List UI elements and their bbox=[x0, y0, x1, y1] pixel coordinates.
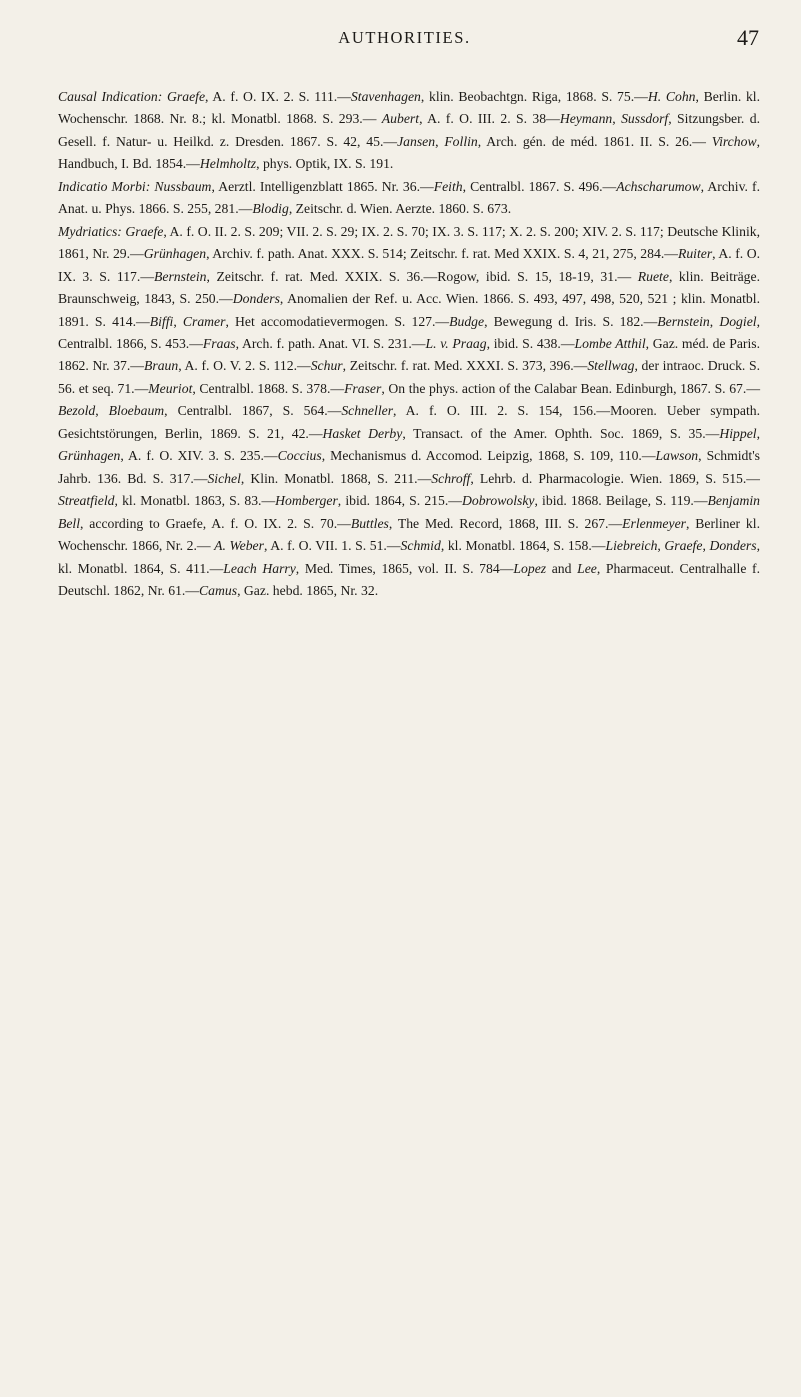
citation-text: , A. f. O. VII. 1. S. 51.— bbox=[263, 538, 401, 554]
author-name: Grünhagen bbox=[58, 448, 121, 464]
citation-text: , Bewegung d. Iris. S. 182.— bbox=[484, 313, 658, 329]
running-head bbox=[50, 23, 759, 53]
citation-text: , Centralbl. 1866, S. 453.— bbox=[58, 313, 760, 351]
author-name: L. v. Praag bbox=[425, 335, 487, 351]
citation-text: , A. f. O. IX. 3. S. 117.— bbox=[58, 246, 760, 284]
citation-text: , bbox=[709, 313, 720, 329]
author-name: Meuriot bbox=[148, 380, 193, 396]
section-heading: Causal Indication: bbox=[58, 89, 163, 104]
citation-text: , Aerztl. Intelligenzblatt 1865. Nr. 36.— bbox=[211, 178, 434, 194]
citation-text: , klin. Beiträge. Braunschweig, 1843, S. 250.— bbox=[58, 268, 761, 307]
paragraph-indicatio-morbi bbox=[58, 176, 760, 221]
author-name: Bernstein bbox=[154, 268, 207, 284]
author-name: Dogiel bbox=[719, 313, 757, 329]
citation-text: , bbox=[612, 111, 622, 127]
citation-text: , kl. Monatbl. 1863, S. 83.— bbox=[114, 493, 276, 509]
citation-text: , ibid. 1864, S. 215.— bbox=[337, 493, 462, 509]
citation-text: , Med. Times, 1865, vol. II. S. 784— bbox=[295, 560, 514, 576]
author-name: Erlenmeyer bbox=[622, 515, 686, 531]
citation-text: , The Med. Record, 1868, III. S. 267.— bbox=[388, 515, 623, 531]
author-name: Bloebaum bbox=[108, 403, 165, 419]
citation-text: , Gaz. hebd. 1865, Nr. 32. bbox=[237, 582, 379, 598]
citation-text: , Transact. of the Amer. Ophth. Soc. 1869, S. 35.— bbox=[402, 425, 720, 441]
citation-text: , A. f. O. V. 2. S. 112.— bbox=[178, 358, 311, 374]
author-name: Sichel bbox=[207, 470, 241, 486]
author-name: Dobrowolsky bbox=[461, 493, 535, 509]
paragraph-mydriatics bbox=[58, 221, 760, 603]
citation-text: , A. f. O. XIV. 3. S. 235.— bbox=[120, 448, 278, 464]
citation-text: , phys. Optik, IX. S. 191. bbox=[256, 156, 394, 172]
author-name: Achscharumow bbox=[616, 178, 701, 194]
citation-text: , bbox=[756, 425, 761, 441]
author-name: H. Cohn bbox=[647, 89, 696, 104]
citation-text: , Mechanismus d. Accomod. Leipzig, 1868, S. 109, 110.— bbox=[321, 448, 656, 464]
author-name: Coccius bbox=[277, 448, 322, 464]
author-name: Leach Harry bbox=[223, 560, 296, 576]
citation-text: , Anomalien der Ref. u. Acc. Wien. 1866. S. 493, 497, 498, 520, 521 ; klin. Monatbl. 1891. S. 414.— bbox=[58, 291, 760, 329]
reference-list bbox=[58, 179, 760, 216]
citation-text: , bbox=[173, 313, 183, 329]
citation-text: , A. f. O. II. 2. S. 209; VII. 2. S. 29; IX. 2. S. 70; IX. 3. S. 117; X. 2. S. 200; XIV. 2. S. 117; Deutsche Klinik, 1861, Nr. 29.— bbox=[58, 223, 761, 262]
citation-text: , Zeitschr. f. rat. Med. XXIX. S. 36.—Rogow, ibid. S. 15, 18-19, 31.— bbox=[206, 268, 638, 284]
author-name: Grünhagen bbox=[143, 246, 207, 262]
citation-text: , On the phys. action of the Calabar Bean. Edinburgh, 1867. S. 67.— bbox=[381, 380, 761, 396]
author-name: Buttles bbox=[350, 515, 389, 531]
author-name: Aubert bbox=[381, 111, 420, 127]
author-name: Donders bbox=[709, 538, 757, 554]
citation-text: , Gaz. méd. de Paris. 1862. Nr. 37.— bbox=[58, 335, 761, 374]
citation-text: , bbox=[435, 133, 445, 149]
reference-list bbox=[58, 224, 760, 598]
section-heading: Mydriatics: bbox=[58, 223, 122, 239]
author-name: Hippel bbox=[719, 425, 757, 441]
author-name: Benjamin Bell bbox=[58, 493, 761, 531]
author-name: Lombe Atthil bbox=[574, 335, 646, 351]
author-name: Stellwag bbox=[587, 358, 635, 374]
author-name: Follin bbox=[444, 133, 478, 149]
author-name: Jansen bbox=[397, 133, 436, 149]
citation-text: , A. f. O. III. 2. S. 38— bbox=[419, 111, 560, 127]
author-name: Sussdorf bbox=[621, 111, 669, 127]
citation-text: , A. f. O. IX. 2. S. 111.— bbox=[205, 89, 351, 104]
citation-text: , der intraoc. Druck. S. 56. et seq. 71.— bbox=[58, 358, 761, 396]
author-name: Schroff bbox=[431, 470, 471, 486]
author-name: Bernstein bbox=[657, 313, 710, 329]
citation-text: , Archiv. f. Anat. u. Phys. 1866. S. 255, 281.— bbox=[58, 178, 761, 217]
citation-text: , bbox=[702, 538, 710, 554]
citation-text: , kl. Monatbl. 1864, S. 411.— bbox=[58, 538, 761, 576]
citation-text: , Centralbl. 1867, S. 564.— bbox=[164, 403, 342, 419]
citation-text: and bbox=[546, 560, 578, 576]
author-name: Cramer bbox=[182, 313, 226, 329]
author-name: Schur bbox=[310, 358, 343, 374]
author-name: Graefe bbox=[664, 538, 703, 554]
author-name: Camus bbox=[199, 582, 238, 598]
author-name: Liebreich bbox=[605, 538, 658, 554]
citation-text: , Handbuch, I. Bd. 1854.— bbox=[58, 133, 760, 172]
author-name: Helmholtz bbox=[199, 156, 257, 172]
citation-text: , ibid. 1868. Beilage, S. 119.— bbox=[534, 493, 708, 509]
author-name: Lee bbox=[577, 560, 597, 576]
author-name: Bezold bbox=[58, 403, 96, 419]
author-name: Homberger bbox=[275, 493, 338, 509]
author-name: Lopez bbox=[513, 560, 547, 576]
author-name: Heymann bbox=[559, 111, 613, 127]
running-title: AUTHORITIES. bbox=[338, 28, 471, 47]
citation-text: , Het accomodatievermogen. S. 127.— bbox=[225, 313, 450, 329]
author-name: A. Weber bbox=[214, 538, 264, 554]
citation-text: , Sitzungsber. d. Gesell. f. Natur- u. Heilkd. z. Dresden. 1867. S. 42, 45.— bbox=[58, 111, 761, 149]
citation-text: , Arch. gén. de méd. 1861. II. S. 26.— bbox=[477, 133, 712, 149]
author-name: Biffi bbox=[149, 313, 174, 329]
author-name: Schmid bbox=[400, 538, 441, 554]
citation-text: , Archiv. f. path. Anat. XXX. S. 514; Zeitschr. f. rat. Med XXIX. S. 4, 21, 275, 284.— bbox=[206, 246, 678, 262]
citation-text: , Pharmaceut. Centralhalle f. Deutschl. 1862, Nr. 61.— bbox=[58, 560, 760, 598]
author-name: Fraas bbox=[202, 335, 236, 351]
page-number: 47 bbox=[737, 25, 759, 50]
citation-text: , Arch. f. path. Anat. VI. S. 231.— bbox=[235, 335, 426, 351]
citation-text: , Klin. Monatbl. 1868, S. 211.— bbox=[240, 470, 432, 486]
author-name: Stavenhagen bbox=[350, 89, 421, 104]
author-name: Graefe bbox=[125, 223, 164, 239]
citation-text: , Zeitschr. d. Wien. Aerzte. 1860. S. 673. bbox=[288, 201, 512, 217]
citation-text: , Berliner kl. Wochenschr. 1866, Nr. 2.— bbox=[58, 515, 760, 554]
author-name: Ruiter bbox=[677, 246, 713, 262]
citation-text: , Berlin. kl. Wochenschr. 1868. Nr. 8.; kl. Monatbl. 1868. S. 293.— bbox=[58, 89, 761, 127]
author-name: Hasket Derby bbox=[322, 425, 403, 441]
citation-text: , Centralbl. 1867. S. 496.— bbox=[462, 178, 617, 194]
citation-text: , kl. Monatbl. 1864, S. 158.— bbox=[440, 538, 606, 554]
author-name: Virchow bbox=[711, 133, 757, 149]
author-name: Fraser bbox=[344, 380, 382, 396]
author-name: Blodig bbox=[252, 201, 289, 217]
author-name: Schneller bbox=[341, 403, 394, 419]
author-name: Donders bbox=[232, 291, 280, 307]
citation-text: , Schmidt's Jahrb. 136. Bd. S. 317.— bbox=[58, 448, 760, 486]
author-name: Graefe bbox=[167, 89, 206, 104]
citation-text: , Lehrb. d. Pharmacologie. Wien. 1869, S. 515.— bbox=[470, 470, 760, 486]
citation-text: , klin. Beobachtgn. Riga, 1868. S. 75.— bbox=[420, 89, 648, 104]
citation-text: , Centralbl. 1868. S. 378.— bbox=[192, 380, 345, 396]
reference-list bbox=[58, 89, 760, 171]
author-name: Lawson bbox=[655, 448, 699, 464]
author-name: Nussbaum bbox=[154, 178, 212, 194]
citation-text: , bbox=[95, 403, 109, 419]
author-name: Streatfield bbox=[58, 493, 115, 509]
citation-text: , Zeitschr. f. rat. Med. XXXI. S. 373, 396.— bbox=[342, 358, 588, 374]
author-name: Ruete bbox=[637, 268, 669, 284]
citation-text: , according to Graefe, A. f. O. IX. 2. S. 70.— bbox=[80, 515, 351, 531]
author-name: Budge bbox=[449, 313, 485, 329]
section-heading: Indicatio Morbi: bbox=[58, 178, 151, 194]
citation-text: , ibid. S. 438.— bbox=[486, 335, 575, 351]
citation-text: , A. f. O. III. 2. S. 154, 156.—Mooren. Ueber sympath. Gesichtstörungen, Berlin, 1869. S. 21, 42.— bbox=[58, 403, 761, 441]
references-body bbox=[58, 86, 760, 602]
author-name: Feith bbox=[433, 178, 463, 194]
citation-text: , bbox=[657, 538, 665, 554]
paragraph-causal-indication bbox=[58, 86, 760, 176]
author-name: Braun bbox=[144, 358, 179, 374]
